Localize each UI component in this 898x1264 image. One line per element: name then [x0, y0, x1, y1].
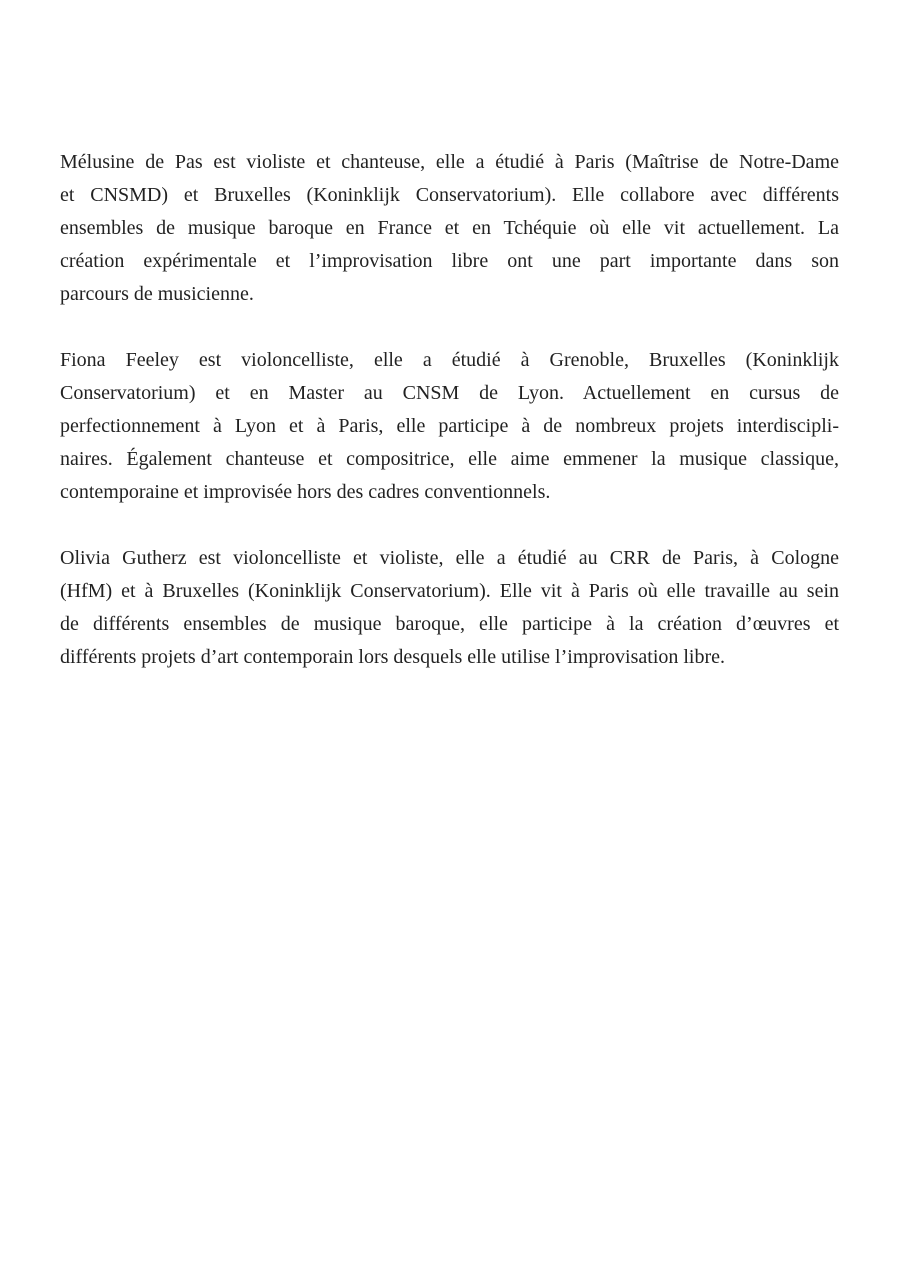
bio-paragraph-olivia-gutherz — [60, 542, 839, 674]
paragraph-line: Conservatorium) et en Master au CNSM de Lyon. Actuellement en cursus de — [60, 382, 839, 404]
paragraph-line: parcours de musicienne. — [60, 283, 254, 305]
bio-paragraph-fiona-feeley — [60, 344, 839, 509]
paragraph-line: Fiona Feeley est violoncelliste, elle a étudié à Grenoble, Bruxelles (Koninklijk — [60, 349, 839, 371]
paragraph-line: naires. Également chanteuse et compositrice, elle aime emmener la musique classique, — [60, 448, 839, 470]
paragraph-line: ensembles de musique baroque en France et en Tchéquie où elle vit actuellement. La — [60, 217, 839, 239]
paragraph-line: différents projets d’art contemporain lors desquels elle utilise l’improvisation libre. — [60, 646, 726, 668]
paragraph-line: Mélusine de Pas est violiste et chanteuse, elle a étudié à Paris (Maîtrise de Notre-Dame — [60, 151, 839, 173]
biography-text — [60, 146, 839, 707]
paragraph-line: de différents ensembles de musique baroque, elle participe à la création d’œuvres et — [60, 613, 839, 635]
paragraph-line: Olivia Gutherz est violoncelliste et violiste, elle a étudié au CRR de Paris, à Cologne — [60, 547, 839, 569]
paragraph-line: contemporaine et improvisée hors des cadres conventionnels. — [60, 481, 551, 503]
bio-paragraph-melusine-de-pas — [60, 146, 839, 311]
paragraph-line: perfectionnement à Lyon et à Paris, elle participe à de nombreux projets interdiscipli- — [60, 415, 839, 437]
paragraph-line: (HfM) et à Bruxelles (Koninklijk Conservatorium). Elle vit à Paris où elle travaille au sein — [60, 580, 839, 602]
paragraph-line: création expérimentale et l’improvisation libre ont une part importante dans son — [60, 250, 839, 272]
paragraph-line: et CNSMD) et Bruxelles (Koninklijk Conservatorium). Elle collabore avec différents — [60, 184, 839, 206]
